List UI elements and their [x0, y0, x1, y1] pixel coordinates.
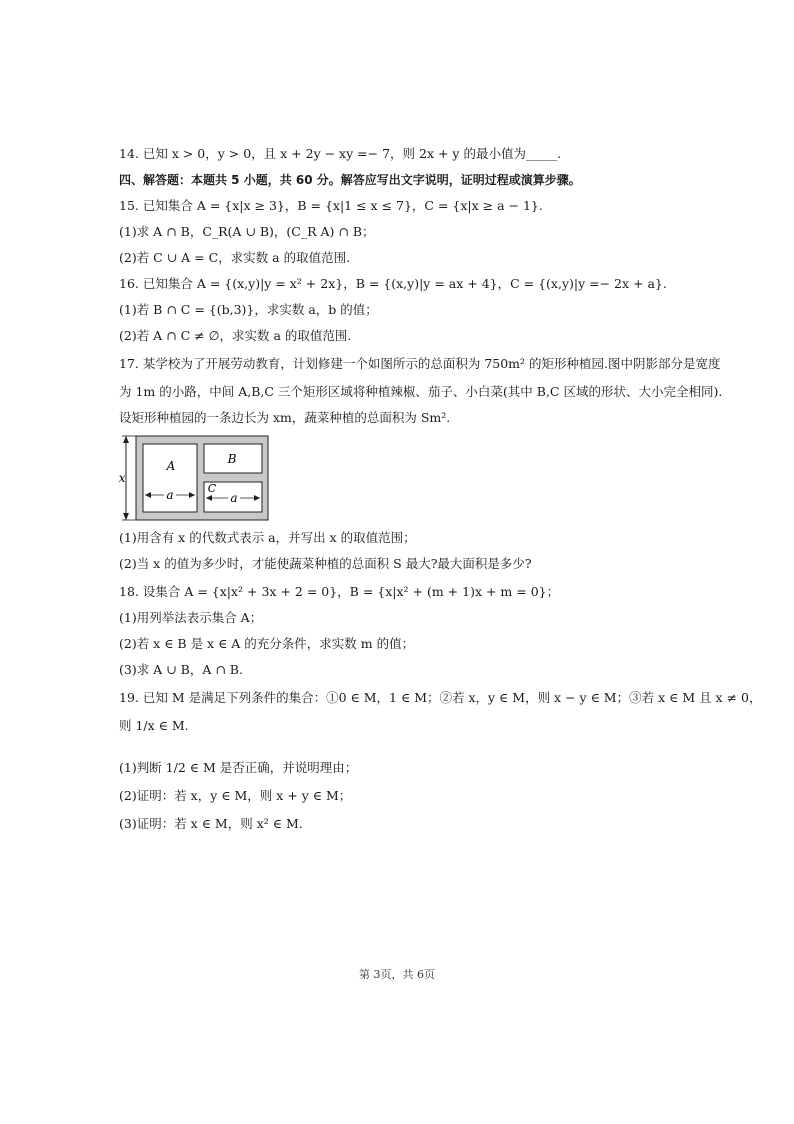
- question-17-line-3: 设矩形种植园的一条边长为 xm，蔬菜种植的总面积为 Sm².: [119, 410, 451, 425]
- question-17-part-2: (2)当 x 的值为多少时，才能使蔬菜种植的总面积 S 最大?最大面积是多少?: [119, 556, 532, 571]
- question-18-part-2: (2)若 x ∈ B 是 x ∈ A 的充分条件，求实数 m 的值；: [119, 636, 415, 651]
- label-a-region-a: a: [166, 488, 174, 502]
- label-a-region-c: a: [230, 491, 238, 505]
- question-18: 18. 设集合 A = {x|x² + 3x + 2 = 0}，B = {x|x² + (m + 1)x + m = 0}；: [119, 584, 560, 599]
- question-16-part-2: (2)若 A ∩ C ≠ ∅，求实数 a 的取值范围.: [119, 328, 352, 343]
- question-14: 14. 已知 x > 0，y > 0，且 x + 2y − xy =− 7，则 2x + y 的最小值为_____.: [119, 146, 562, 161]
- garden-diagram: [116, 432, 272, 524]
- question-19-line-1: 19. 已知 M 是满足下列条件的集合：①0 ∈ M，1 ∈ M；②若 x，y ∈ M，则 x − y ∈ M；③若 x ∈ M 且 x ≠ 0，: [119, 690, 762, 705]
- section-heading: 四、解答题：本题共 5 小题，共 60 分。解答应写出文字说明，证明过程或演算步骤。: [119, 173, 581, 187]
- arrow-down: [123, 513, 129, 520]
- question-15: 15. 已知集合 A = {x|x ≥ 3}，B = {x|1 ≤ x ≤ 7}，C = {x|x ≥ a − 1}.: [119, 198, 543, 213]
- question-15-part-1: (1)求 A ∩ B，C_R(A ∪ B)，(C_R A) ∩ B；: [119, 224, 375, 239]
- question-17-line-1: 17. 某学校为了开展劳动教育，计划修建一个如图所示的总面积为 750m² 的矩形种植园.图中阴影部分是宽度: [119, 356, 721, 371]
- label-region-a: A: [166, 459, 176, 473]
- question-18-part-1: (1)用列举法表示集合 A；: [119, 610, 263, 625]
- question-18-part-3: (3)求 A ∪ B，A ∩ B.: [119, 662, 243, 677]
- label-x: x: [118, 471, 126, 485]
- question-19-part-2: (2)证明：若 x，y ∈ M，则 x + y ∈ M；: [119, 788, 352, 803]
- question-17-line-2: 为 1m 的小路，中间 A,B,C 三个矩形区域将种植辣椒、茄子、小白菜(其中 B,C 区域的形状、大小完全相同).: [119, 384, 723, 399]
- question-16: 16. 已知集合 A = {(x,y)|y = x² + 2x}，B = {(x,y)|y = ax + 4}，C = {(x,y)|y =− 2x + a}.: [119, 276, 667, 291]
- label-region-c: C: [207, 482, 217, 495]
- question-16-part-1: (1)若 B ∩ C = {(b,3)}，求实数 a，b 的值；: [119, 302, 378, 317]
- label-region-b: B: [227, 452, 237, 466]
- page-footer: 第 3页，共 6页: [359, 968, 435, 981]
- question-15-part-2: (2)若 C ∪ A = C，求实数 a 的取值范围.: [119, 250, 351, 265]
- question-19-part-1: (1)判断 1/2 ∈ M 是否正确，并说明理由；: [119, 760, 358, 775]
- question-17-part-1: (1)用含有 x 的代数式表示 a，并写出 x 的取值范围；: [119, 530, 416, 545]
- question-19-part-3: (3)证明：若 x ∈ M，则 x² ∈ M.: [119, 816, 303, 831]
- question-19-line-2: 则 1/x ∈ M.: [119, 718, 189, 733]
- arrow-up: [123, 436, 129, 443]
